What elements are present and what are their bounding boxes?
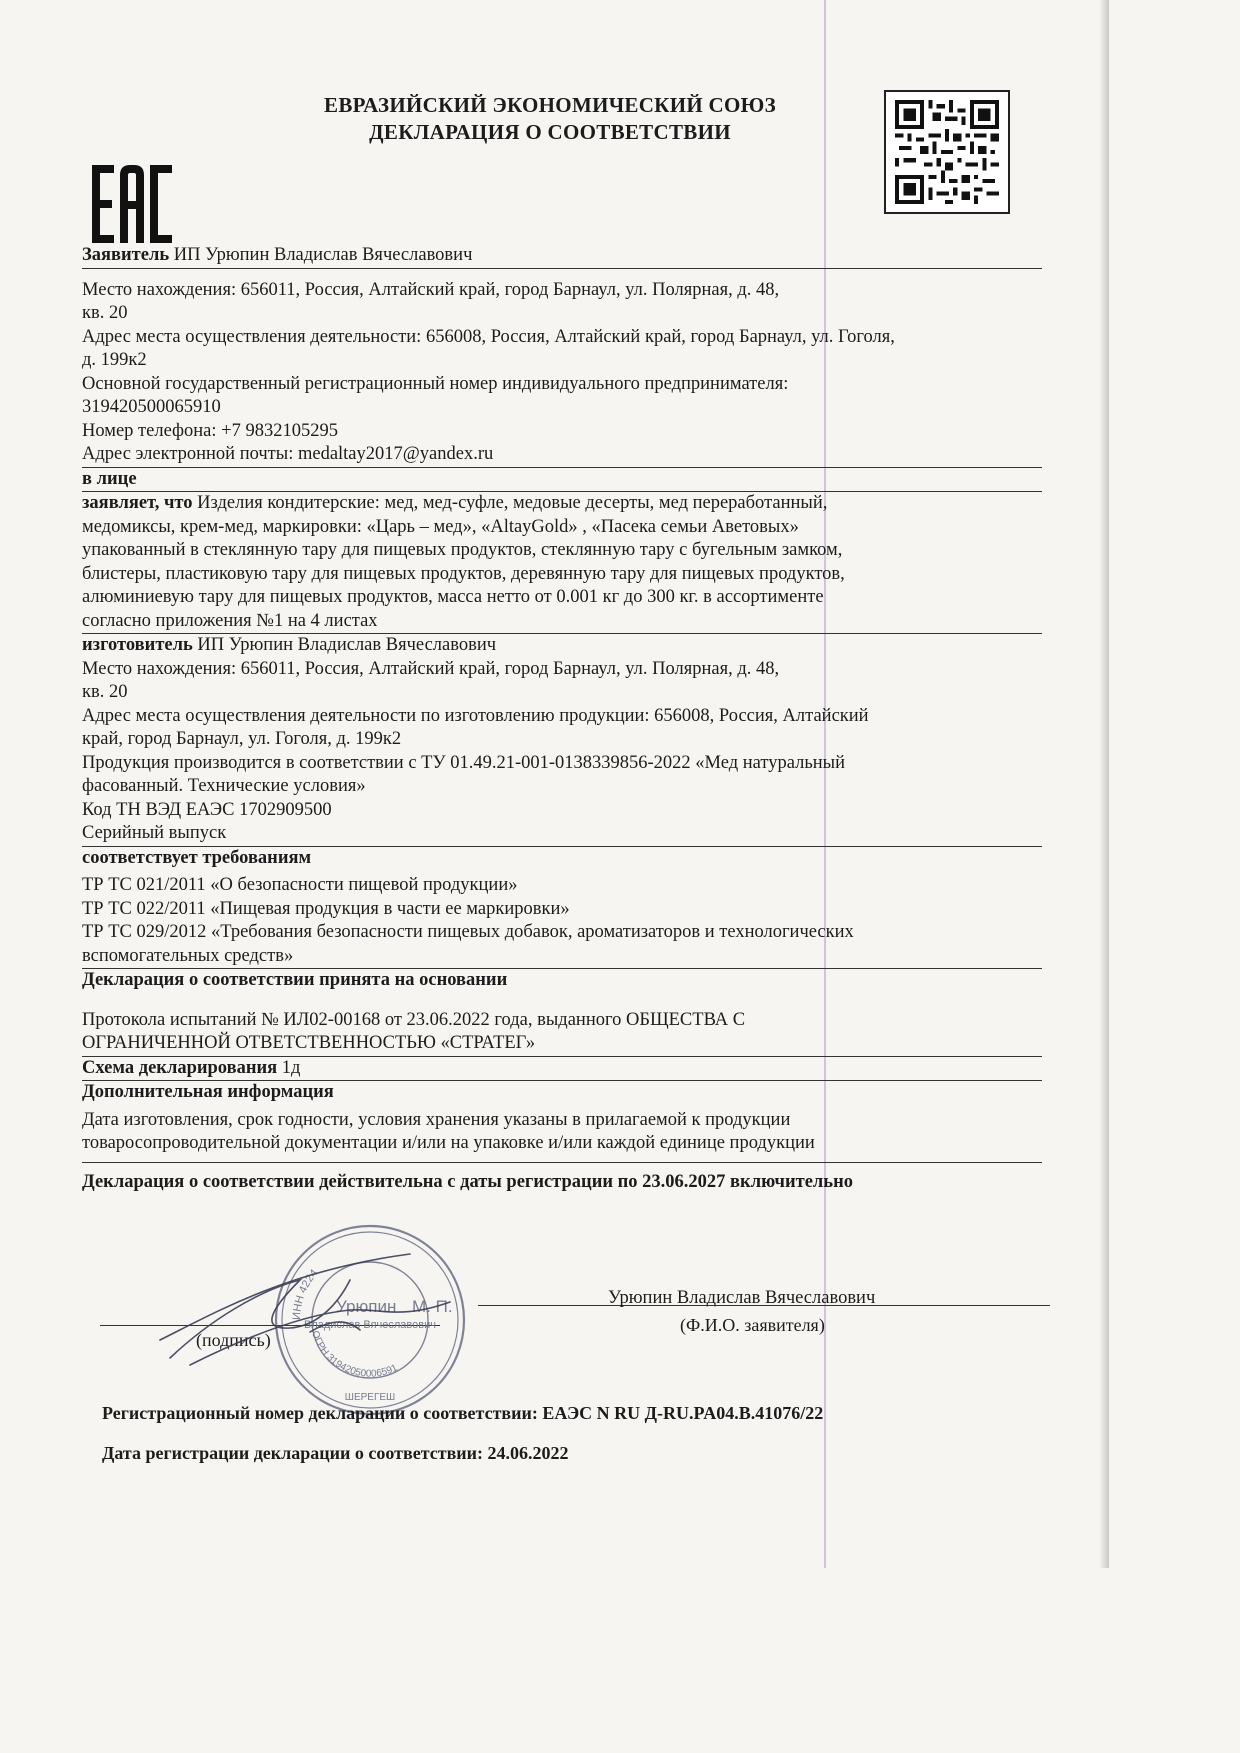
manufacturer-production-address-cont: край, город Барнаул, ул. Гоголя, д. 199к2 bbox=[82, 729, 402, 749]
scheme-row bbox=[82, 1057, 1042, 1082]
applicant-row bbox=[82, 244, 1042, 269]
requirement-item: ТР ТС 022/2011 «Пищевая продукция в части ее маркировки» bbox=[82, 898, 570, 919]
additional-line-1: Дата изготовления, срок годности, условия хранения указаны в прилагаемой к продукции bbox=[82, 1109, 791, 1130]
requirement-item: ТР ТС 021/2011 «О безопасности пищевой продукции» bbox=[82, 875, 518, 895]
ogrn-label: Основной государственный регистрационный номер индивидуального предпринимателя: bbox=[82, 373, 789, 394]
qr-code bbox=[884, 90, 1010, 214]
union-title: ЕВРАЗИЙСКИЙ ЭКОНОМИЧЕСКИЙ СОЮЗ bbox=[324, 93, 776, 117]
document-header bbox=[250, 92, 850, 146]
document-title: ДЕКЛАРАЦИЯ О СООТВЕТСТВИИ bbox=[369, 120, 731, 144]
declares-line-3: упакованный в стеклянную тару для пищевых продуктов, стеклянную тару с бугельным замком, bbox=[82, 540, 843, 560]
manufacturer-label: изготовитель bbox=[82, 635, 193, 655]
declares-line-2: медомиксы, крем-мед, маркировки: «Царь – мед», «AltayGold» , «Пасека семьи Аветовых» bbox=[82, 516, 799, 537]
manufacturer-name: ИП Урюпин Владислав Вячеславович bbox=[197, 635, 497, 655]
basis-line-1: Протокола испытаний № ИЛ02-00168 от 23.06.2022 года, выданного ОБЩЕСТВА С bbox=[82, 1009, 746, 1030]
basis-line-2: ОГРАНИЧЕННОЙ ОТВЕТСТВЕННОСТЬЮ «СТРАТЕГ» bbox=[82, 1032, 1042, 1057]
stamp-mp: М. П. bbox=[412, 1297, 453, 1316]
stamp-inn: ИНН 4224 bbox=[290, 1267, 321, 1321]
applicant-activity-address-cont: д. 199к2 bbox=[82, 350, 147, 370]
declaration-body bbox=[82, 244, 1042, 1194]
additional-line-2: товаросопроводительной документации и/или на упаковке и/или каждой единице продукции bbox=[82, 1132, 1042, 1163]
basis-label: Декларация о соответствии принята на основании bbox=[82, 970, 508, 990]
requirement-item: вспомогательных средств» bbox=[82, 945, 1042, 970]
manufacturer-production-address: Адрес места осуществления деятельности по изготовлению продукции: 656008, Россия, Алтайский bbox=[82, 705, 869, 726]
manufacturer-row bbox=[82, 634, 1042, 658]
scan-edge-shadow bbox=[1099, 0, 1109, 1568]
eac-mark-icon bbox=[92, 165, 172, 243]
requirement-item: ТР ТС 029/2012 «Требования безопасности пищевых добавок, ароматизаторов и технологических bbox=[82, 922, 854, 942]
manufacturer-standard-cont: фасованный. Технические условия» bbox=[82, 776, 366, 796]
validity-statement: Декларация о соответствии действительна с даты регистрации по 23.06.2027 включительно bbox=[82, 1171, 853, 1192]
qr-code-icon bbox=[894, 100, 1000, 204]
stamp-full-name: Владислав Вячеславович bbox=[304, 1319, 436, 1331]
declares-line-4: блистеры, пластиковую тару для пищевых продуктов, деревянную тару для пищевых продуктов, bbox=[82, 563, 845, 584]
applicant-activity-address: Адрес места осуществления деятельности: 656008, Россия, Алтайский край, город Барнаул, ул. Гоголя, bbox=[82, 326, 895, 347]
manufacturer-standard: Продукция производится в соответствии с ТУ 01.49.21-001-0138339856-2022 «Мед натуральный bbox=[82, 752, 846, 773]
applicant-phone: Номер телефона: +7 9832105295 bbox=[82, 420, 338, 441]
stamp-ogrnip: ОГРН 31942050006591 bbox=[309, 1329, 400, 1380]
manufacturer-location: Место нахождения: 656011, Россия, Алтайский край, город Барнаул, ул. Полярная, д. 48, bbox=[82, 658, 780, 679]
declares-line-5: алюминиевую тару для пищевых продуктов, масса нетто от 0.001 кг до 300 кг. в ассортименте bbox=[82, 587, 824, 607]
applicant-location: Место нахождения: 656011, Россия, Алтайский край, город Барнаул, ул. Полярная, д. 48, bbox=[82, 279, 780, 300]
applicant-label: Заявитель bbox=[82, 245, 170, 265]
registration-number: Регистрационный номер декларации о соответствии: ЕАЭС N RU Д-RU.PA04.B.41076/22 bbox=[102, 1403, 824, 1423]
stamp-place: ШЕРЕГЕШ bbox=[344, 1392, 396, 1403]
requirements-label: соответствует требованиям bbox=[82, 847, 312, 868]
in-person-label: в лице bbox=[82, 468, 1042, 493]
scheme-label: Схема декларирования bbox=[82, 1057, 278, 1078]
ogrn-value: 319420500065910 bbox=[82, 397, 221, 417]
serial-release: Серийный выпуск bbox=[82, 822, 1042, 847]
registration-block bbox=[102, 1393, 823, 1473]
tnved-code: Код ТН ВЭД ЕАЭС 1702909500 bbox=[82, 799, 332, 820]
fio-name: Урюпин Владислав Вячеславович bbox=[608, 1288, 876, 1308]
handwritten-signature-icon bbox=[150, 1240, 490, 1370]
declares-line-6: согласно приложения №1 на 4 листах bbox=[82, 610, 1042, 635]
applicant-email: Адрес электронной почты: medaltay2017@yandex.ru bbox=[82, 443, 1042, 468]
declares-text-1: Изделия кондитерские: мед, мед-суфле, медовые десерты, мед переработанный, bbox=[197, 493, 828, 513]
registration-date: Дата регистрации декларации о соответствии: 24.06.2022 bbox=[102, 1443, 569, 1463]
manufacturer-location-cont: кв. 20 bbox=[82, 682, 128, 702]
applicant-name: ИП Урюпин Владислав Вячеславович bbox=[173, 245, 473, 265]
fio-label: (Ф.И.О. заявителя) bbox=[680, 1315, 825, 1335]
declares-label: заявляет, что bbox=[82, 493, 193, 513]
applicant-location-cont: кв. 20 bbox=[82, 303, 128, 323]
signature-label: (подпись) bbox=[196, 1330, 271, 1350]
stamp-name: Урюпин bbox=[336, 1297, 397, 1316]
declares-line-1 bbox=[82, 492, 1042, 516]
scheme-value: 1д bbox=[281, 1057, 301, 1078]
additional-label: Дополнительная информация bbox=[82, 1082, 334, 1102]
